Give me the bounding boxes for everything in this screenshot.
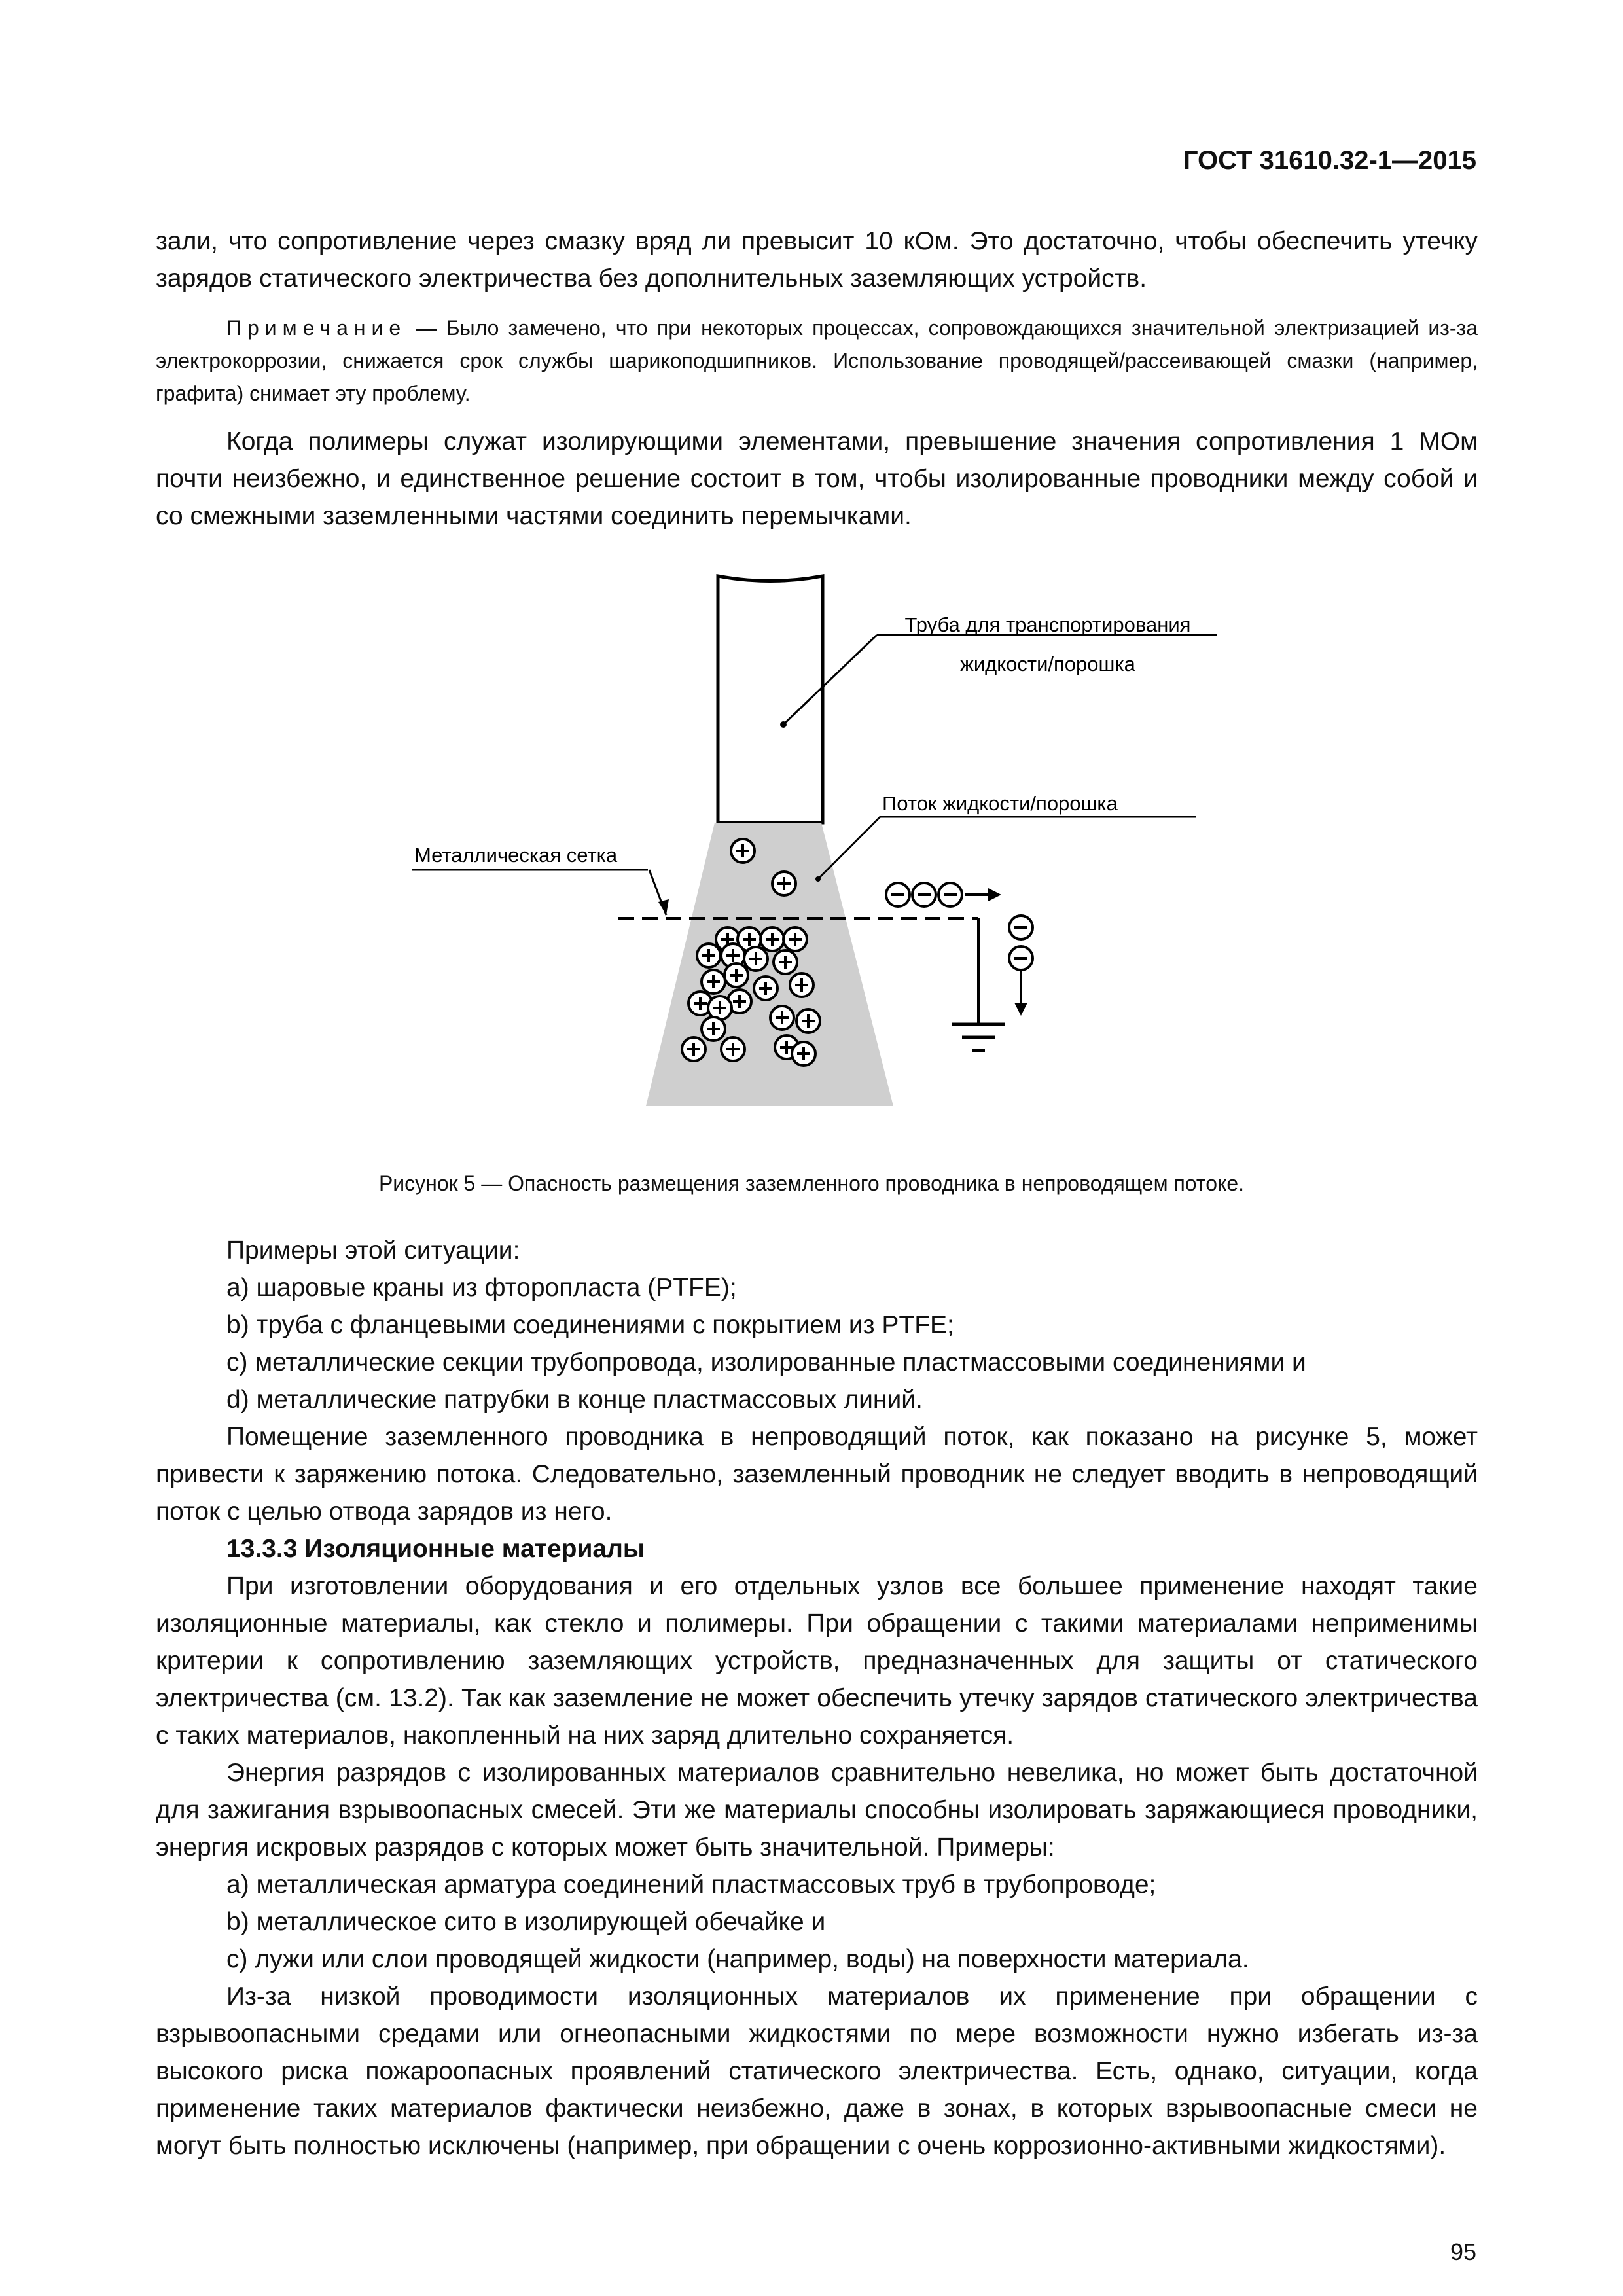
- note-text: — Было замечено, что при некоторых процессах, сопровождающихся значительной электризацией из-за электрокоррозии, снижается срок службы шарикоподшипников. Использование проводящей/рассеивающей смазки (например, графита) снимает эту проблему.: [156, 316, 1478, 405]
- section-paragraph-1: При изготовлении оборудования и его отдельных узлов все большее применение находят такие изоляционные материалы, как стекло и полимеры. При обращении с такими материалами неприменимы критерии к сопротивлению заземляющих устройств, предназначенных для защиты от статического электричества (см. 13.2). Так как заземление не может обеспечить утечку зарядов статического электричества с таких материалов, накопленный на них заряд длительно сохраняется.: [156, 1572, 1478, 1749]
- flow-dot: [815, 876, 821, 882]
- polymers-paragraph: Когда полимеры служат изолирующими элементами, превышение значения сопротивления 1 МОм почти неизбежно, и единственное решение состоит в том, чтобы изолированные проводники между собой и со смежными заземленными частями соединить перемычками.: [156, 427, 1478, 530]
- lower-text-block: [156, 1232, 1478, 2164]
- section-heading: 13.3.3 Изоляционные материалы: [226, 1535, 645, 1563]
- pipe-label-line1: Труба для транспортирования: [904, 613, 1191, 636]
- pipe-shape: [718, 576, 823, 823]
- figure-5: [393, 556, 1243, 1132]
- example-item-d: d) металлические патрубки в конце пластмассовых линий.: [226, 1386, 923, 1414]
- upper-text-block: [156, 223, 1478, 535]
- section-paragraph-3: Из-за низкой проводимости изоляционных материалов их применение при обращении с взрывоопасными средами или огнеопасными жидкостями по мере возможности нужно избегать из-за высокого риска пожароопасных проявлений статического электричества. Есть, однако, ситуации, когда применение таких материалов фактически неизбежно, даже в зонах, в которых взрывоопасные смеси не могут быть полностью исключены (например, при обращении с очень коррозионно-активными жидкостями).: [156, 1982, 1478, 2160]
- document-header: ГОСТ 31610.32-1—2015: [1183, 146, 1476, 175]
- section-item-c: с) лужи или слои проводящей жидкости (например, воды) на поверхности материала.: [226, 1945, 1249, 1973]
- note-label: Примечание: [226, 316, 407, 340]
- figure-5-diagram: [393, 556, 1243, 1132]
- pipe-label-line2: жидкости/порошка: [960, 653, 1135, 675]
- section-item-b: b) металлическое сито в изолирующей обечайке и: [226, 1908, 826, 1936]
- example-item-b: b) труба с фланцевыми соединениями с покрытием из PTFE;: [226, 1311, 954, 1339]
- note: [156, 312, 1478, 410]
- flow-cone: [646, 823, 893, 1106]
- section-item-a: а) металлическая арматура соединений пластмассовых труб в трубопроводе;: [226, 1871, 1156, 1899]
- example-item-c: с) металлические секции трубопровода, изолированные пластмассовыми соединениями и: [226, 1348, 1306, 1376]
- examples-intro: Примеры этой ситуации:: [226, 1236, 520, 1265]
- example-item-a: а) шаровые краны из фторопласта (PTFE);: [226, 1274, 737, 1302]
- continuation-paragraph: зали, что сопротивление через смазку вряд ли превысит 10 кОм. Это достаточно, чтобы обеспечить утечку зарядов статического электричества без дополнительных заземляющих устройств.: [156, 227, 1478, 293]
- conductor-paragraph: Помещение заземленного проводника в непроводящий поток, как показано на рисунке 5, может привести к заряжению потока. Следовательно, заземленный проводник не следует вводить в непроводящий поток с целью отвода зарядов из него.: [156, 1423, 1478, 1526]
- page-number: 95: [1450, 2238, 1476, 2265]
- flow-label: Поток жидкости/порошка: [882, 792, 1118, 815]
- figure-caption: Рисунок 5 — Опасность размещения заземленного проводника в непроводящем потоке.: [378, 1172, 1245, 1195]
- charge-flow-arrowhead: [988, 888, 1001, 901]
- negative-charges: [886, 883, 1033, 970]
- mesh-arrowhead: [658, 899, 669, 915]
- mesh-label: Металлическая сетка: [414, 844, 618, 867]
- charge-down-arrowhead: [1014, 1003, 1027, 1016]
- section-paragraph-2: Энергия разрядов с изолированных материалов сравнительно невелика, но может быть достаточной для зажигания взрывоопасных смесей. Эти же материалы способны изолировать заряжающиеся проводники, энергия искровых разрядов с которых может быть значительной. Примеры:: [156, 1759, 1478, 1861]
